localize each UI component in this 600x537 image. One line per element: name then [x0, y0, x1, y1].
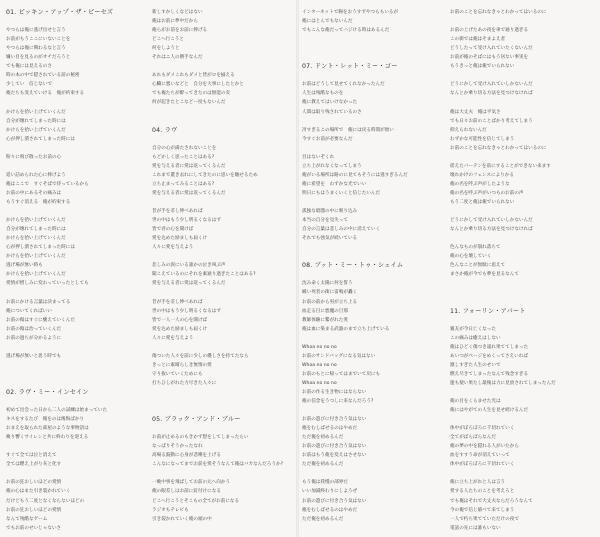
lyric-line: 俺はここで すぐそばで待っているから [6, 181, 89, 187]
lyric-line: でも俺たちが酔ってきたのは無能の炎 [152, 91, 231, 97]
lyric-line: 喚り響くサイレンと共に終わりを迎える [6, 435, 89, 441]
lyric-line [450, 288, 590, 297]
lyric-line [152, 252, 292, 261]
lyric-line: 立ち上がれなくなってしまう [302, 163, 362, 169]
lyric-line: お前にかける言葉は決まってる [6, 299, 71, 305]
lyric-line: 打ちひしがれた力尽きた人々に [152, 380, 217, 386]
lyric-line [152, 135, 292, 144]
lyric-line: もう俺は我慢の部界だ [302, 480, 348, 486]
lyric-line [6, 98, 146, 107]
lyric-line: 皆で君の心を開けば [152, 227, 194, 233]
lyric-line: 高場る鼓動に心身が悲嘆を上げる [152, 453, 221, 459]
lyric-line [152, 117, 292, 126]
lyric-line [450, 98, 590, 107]
lyric-line: 人間は取り残されているのさ [302, 109, 362, 115]
lyric-line: 激しすぎた人生のせいで [450, 362, 501, 368]
lyric-line: 一晩中事を飛ばしてお前の元へ向かう [152, 480, 231, 486]
lyric-line: 少してい 信じないで [6, 82, 52, 88]
lyric-line: 時の本の中で隠されている前の秘密 [6, 73, 80, 79]
lyric-line: 逃げ場が無いと思う時でも [6, 353, 62, 359]
lyric-line: でも俺には見えるのさ [6, 64, 52, 70]
lyric-line: お前の作る生き物にはならない [302, 389, 367, 395]
lyric-line [6, 370, 146, 379]
lyric-line: 聞こえているのにそれを素通り過ぎたことはある? [152, 272, 256, 278]
lyric-line: 俺にはとんでもないんだ [302, 19, 353, 25]
lyric-line: 目はないぞくれ [302, 154, 335, 160]
lyric-line [152, 469, 292, 478]
lyric-line: 愛を込めた励ましも届くけ [152, 326, 208, 332]
lyric-line [302, 35, 442, 44]
lyric-line: 俺の心を壊していく [450, 254, 492, 260]
lyric-line [450, 153, 590, 162]
lyric-line: 昔が手を差し伸べあれば [152, 299, 203, 305]
lyric-line: お前の過ちが分かるように [6, 335, 62, 341]
lyric-line [6, 162, 146, 171]
lyric-line: 俺の眼差しはお前に釘付けになる [152, 489, 221, 495]
lyric-line: 俺の心はまた引き裂かれていく [6, 489, 71, 495]
lyric-line: 電話の先には誰もいない [450, 525, 501, 531]
lyric-line: すぐて全ては泣と消えて [6, 453, 57, 459]
lyric-line [450, 234, 590, 243]
lyric-line: でも日々お前のことばかり考えてしまう [450, 118, 533, 124]
lyric-line: やつらは俺に逃げ出せと言う [6, 28, 66, 34]
lyric-line: 愛する人たちのことを考えろと [450, 489, 515, 495]
lyric-line [6, 361, 146, 370]
lyric-line: 血をすすう命が消えていって [450, 453, 510, 459]
lyric-line: 皆で一人一人の心を開けば [152, 317, 208, 323]
lyric-line: それはニ人の勝手なんだ [152, 55, 203, 61]
lyric-line [302, 144, 442, 153]
lyric-line: もどかしく思ったことはある? [152, 154, 215, 160]
lyric-line: Whoa no no no [302, 362, 337, 368]
lyric-line: わずかな可能性を信じてしまう [450, 136, 515, 142]
lyric-line [152, 397, 292, 406]
lyric-line: 孤独な暗闇の中に吸り込み [302, 209, 358, 215]
lyric-line: 俺はお前に夢中だから [152, 19, 198, 25]
lyric-line: 人生は残酷なものを [302, 91, 344, 97]
lyric-line [450, 415, 590, 424]
lyric-line: 血走る目に悪魔の旦那 [302, 308, 348, 314]
lyric-line: 本当の自分を見失って [302, 218, 348, 224]
lyric-line: 引き裂かれていく俺の頭の中 [152, 516, 212, 522]
lyric-line: やつらは俺に関わるなと言う [6, 46, 66, 52]
lyric-line: 俺に立ち上がれと人は言う [450, 480, 506, 486]
lyric-line: 世の中はもう少し明るくなるはず [152, 308, 221, 314]
lyric-line: かけらを拾い上げていくんだ [6, 254, 66, 260]
lyric-line: 何が起きたとこなどー度もないんだ [152, 100, 226, 106]
lyric-line: こんなになってまでお前を愛そうなんて俺はバカなんだろうか? [152, 462, 284, 468]
lyric-line [302, 117, 442, 126]
lyric-line: 俺の目をくらませた光は [450, 399, 501, 405]
lyric-line: お前のサンドバッグになる気はない [302, 353, 376, 359]
lyric-line [6, 397, 146, 406]
lyric-line: 俺にはやがての人生を見せ続けるんだ [450, 408, 529, 414]
lyric-line [6, 144, 146, 153]
lyric-line: 冴すぎるこの場所で 俺には戻る時間が無い [302, 127, 394, 133]
lyric-line: 愛を込めた励ましも届くけ [152, 236, 208, 242]
lyric-line: なんとか乗り切る方法を見つけなければ [450, 91, 533, 97]
lyric-line: お前のもとに帰ってはまでいて戻にも [302, 371, 381, 377]
lyric-line: 一人で朽ち果てていただけの夜で [450, 516, 519, 522]
lyric-line [152, 424, 292, 433]
lyric-line: あれもダメこれもダメと皆がロを揃える [152, 73, 235, 79]
lyric-line: 立ち止まってみることはある? [152, 181, 215, 187]
lyric-line: 親友が今日亡くなった [450, 326, 496, 332]
lyric-line: ただ俺を初めるんだ [302, 516, 344, 522]
lyric-line [152, 62, 292, 71]
lyric-line: ラジオもテレビも [152, 507, 189, 513]
lyric-line: お前の狂おしいほどの愛情 [6, 480, 62, 486]
lyric-line: 傷ついた人々を前に少しの優しさを持てたなら [152, 353, 249, 359]
lyric-line [302, 53, 442, 62]
lyric-line: お前はどうして見せてくれなかったんだ [302, 82, 385, 88]
lyric-line: 心臓に悪いなどと 自分を大事にしたとかと [152, 82, 244, 88]
lyric-line: どこへ行こうとそこもの全てがお前になる [152, 498, 240, 504]
lyric-line [450, 316, 590, 325]
lyric-line: 守り抜いていくためにも [152, 371, 203, 377]
lyric-line: 体中がぼろぼろに千切れていく [450, 426, 515, 432]
lyric-line [302, 469, 442, 478]
lyric-line: 俺たちも変えていける 俺が約束する [6, 91, 85, 97]
lyric-line: かけらを拾い上げていくんだ [6, 218, 66, 224]
lyric-line: お前の中にあるその痛みは [6, 190, 62, 196]
lyric-line: 揺えたバーテンを前にすることができない来ます [450, 163, 551, 169]
lyric-line: もうきっと俺は俺でいられない [450, 64, 515, 70]
song-title: 11. フォーリン・アパート [450, 307, 526, 315]
lyric-line: 織い死者の街に雷鳴が轟く [302, 290, 358, 296]
lyric-line: 俺らがお前をお前に捧げる [152, 28, 208, 34]
lyric-line: 沈み命く太陽に何を誓う [302, 281, 353, 287]
lyric-line: いい加減終わりにしようぜ [302, 489, 358, 495]
lyric-line [302, 44, 442, 53]
lyric-line [6, 207, 146, 216]
lyric-line [450, 207, 590, 216]
lyric-line: Whoa no no no [302, 344, 337, 350]
lyric-line: なっぱりそうかったなれ [152, 444, 203, 450]
lyric-line: 俺がいる場所は路のに見てもそうには逃すぎるんだ [302, 172, 408, 178]
lyric-line [302, 270, 442, 279]
lyric-line [6, 17, 146, 26]
lyric-line: お前のことを忘れなきゃとわかってはいるのに [450, 145, 547, 151]
lyric-line: 心が押し潰されてしまった時には [6, 136, 75, 142]
lyric-line [302, 71, 442, 80]
lyrics-column-2 [152, 8, 292, 524]
lyric-line: 愛を与える者に愛は返ってくるんだ [152, 163, 226, 169]
lyric-line: 俺をむしばせるのはやめだ [302, 426, 358, 432]
lyric-line [450, 469, 590, 478]
lyric-line: お前の遊びに付き合う気はない [302, 444, 367, 450]
lyric-line: 全ては燃え上がり灰と化す [6, 462, 62, 468]
lyric-line: もうすぐ消える 俺が約束する [6, 199, 71, 205]
lyric-line: 愛を与える者に愛は返ってくるんだ [152, 190, 226, 196]
lyric-line: 何をしようと [152, 46, 180, 52]
lyric-line: これまで叢き去れにしてきたのに思いを馳せるため [152, 172, 258, 178]
lyric-line: 自分が壊れてしまった時には [6, 227, 66, 233]
lyric-line [6, 288, 146, 297]
lyric-line [302, 334, 442, 343]
lyric-line: この痛みは癒えはしない [450, 335, 501, 341]
song-title: 05. ブラック・アンド・ブルー [152, 416, 241, 424]
lyric-line: 自分の言葉は悲しみの中に消えていく [302, 227, 381, 233]
lyric-line: 俺は血に染まる武器のまで立ち上げている [302, 326, 390, 332]
lyric-line: 粉々に飛び散ったお前の心 [6, 154, 62, 160]
lyric-line: お前の傷はすぐに癒えていくんだ [6, 317, 75, 323]
lyric-line: 色んなものが崩れ落ちて [450, 245, 501, 251]
lyric-line: 俺の夢の中を隠れる人がいたから [450, 444, 519, 450]
lyric-line: お前の遊びに付き合う気はない [302, 498, 367, 504]
lyric-line: インターネットで胸をおうすずやつらもいるが [302, 10, 399, 15]
lyric-line [450, 388, 590, 397]
lyric-line [302, 252, 442, 261]
lyric-line: 追い詰められた心に捧げよう [6, 172, 66, 178]
lyric-line: 嫌い目を見るのがオチだろうと [6, 55, 71, 61]
lyric-line [6, 469, 146, 478]
lyric-line: でも俺はそれで大丈夫ならだろうなんて [450, 498, 533, 504]
song-title: 01. ピッキン・アップ・ザ・ピーセズ [6, 9, 114, 16]
lyric-line: 自分が壊れてしまった時には [6, 118, 66, 124]
lyric-line: お前の上げたあの夜を車で通り過ぎる [450, 28, 529, 34]
lyric-line: お前の狂おしいほどの愛情 [6, 507, 62, 513]
lyric-line: お前はもう俺を変えはさせない [302, 453, 367, 459]
lyric-line: どこへ行こうと [152, 37, 184, 43]
lyric-line: 俺の信念をうつしに来なんだろう? [302, 399, 374, 405]
lyric-line: 俺の名を呼ぶ声がしたような [450, 181, 510, 187]
song-title: 07. ドント・レット・ミー・ゴー [302, 63, 398, 71]
lyric-line: かけらを拾い上げていくんだ [6, 109, 66, 115]
lyric-line: 世の中はもう少し明るくなるはず [152, 218, 221, 224]
lyric-line: 全てがばらばらなんだ [450, 435, 496, 441]
lyrics-column-3 [302, 8, 442, 524]
lyric-line [450, 17, 590, 26]
lyric-line: 抑えられないんだ [450, 127, 487, 133]
lyric-line [450, 279, 590, 288]
lyric-line: 愛を与える者に愛は返ってくるんだ [152, 281, 226, 287]
lyric-line: お前の前から男が立ち上る [302, 299, 358, 305]
lyric-line: お前の遊びに付き合う気はない [302, 417, 367, 423]
lyric-line: おまえを取られた部屋のような事物語は [6, 426, 89, 432]
lyric-line: 教師体験に繋がれた愛 [302, 317, 348, 323]
lyric-line [302, 198, 442, 207]
lyric-line: 人々に愛を与えよう [152, 335, 194, 341]
song-title: 04. ラヴ [152, 126, 178, 134]
lyric-line: 悲しみの涙にいる誰かの泣き叫ぶ声 [152, 263, 226, 269]
lyric-line: 俺をむしばせるのはやめだ [302, 507, 358, 513]
lyric-line: なんとか乗り切る方法を見つけなければ [450, 227, 533, 233]
lyric-line: まさか俺が今でも夢を見るなんて [450, 272, 519, 278]
lyric-line [152, 198, 292, 207]
lyric-line: 昔が手を差し伸べあれば [152, 209, 203, 215]
lyric-line: だけどもう二度となくならないほどの [6, 498, 85, 504]
song-title: 08. ブット・ミー・トゥ・シェイム [302, 262, 404, 270]
lyric-line [152, 343, 292, 352]
lyric-line: どうにかして受け入れていしかないんだ [450, 82, 533, 88]
lyric-line: 初めて出会った日から二人の試練は始まっていた [6, 408, 108, 414]
lyric-line: この街では俺はそまよえ者 [450, 37, 506, 43]
lyric-line: ただ俺を初めるんだ [302, 435, 344, 441]
lyric-line: お前が俺のそばにはもう居ない事実を [450, 55, 529, 61]
lyric-line [302, 243, 442, 252]
lyric-line [152, 406, 292, 415]
lyric-line: 自分の心が満たされないことを [152, 145, 217, 151]
lyric-line: それでも強気が続いている [302, 236, 358, 242]
lyric-line: お前のことを忘れなきゃとわかってはいるのに [450, 10, 547, 15]
lyric-line: 燃え尽きてしまったなんて残念すぎる [450, 371, 529, 377]
lyric-line: 俺の名を呼ぶ声がいつものお前の声 [450, 190, 524, 196]
lyric-line: 壊れかけのフェンスによりかる [450, 172, 514, 178]
lyric-line [450, 298, 590, 307]
lyric-line: 逃げ場が無い時も [6, 263, 43, 269]
lyric-line: あいつがページをめくってさえいれば [450, 353, 528, 359]
lyric-line: Whoa no no no [302, 380, 337, 386]
lyric-line: お前が止めるのもきかず想をしてしまったらい [152, 435, 249, 441]
lyric-line: 俺はひどく傷つき遠れ果ててしまった [450, 344, 529, 350]
lyric-line: どうしたって受け入れていたくないんだ [450, 46, 533, 52]
lyric-line: でもこんな俺だってハジける時はあるんだ [302, 28, 390, 34]
lyric-line: 今の俺で信じ値べて来てしまう [450, 507, 515, 513]
lyric-line [152, 388, 292, 397]
lyric-line [6, 442, 146, 451]
lyric-line: きっとに素晴らしき無情の愛 [152, 362, 212, 368]
song-title: 02. ラヴ・ミー・インセイン [6, 388, 89, 396]
lyric-line: 愛情が憎しみに変わっていったとしても [6, 281, 89, 287]
lyric-line: かけらを拾い上げていくんだ [6, 272, 66, 278]
lyric-line: なんて残酷なゲーム [6, 516, 48, 522]
lyric-line [152, 108, 292, 117]
lyric-line: 俺に教えてはいけなかった [302, 100, 358, 106]
lyric-line: キスをするたび 俺をのは後悔ばかり [6, 417, 85, 423]
lyric-line: かけらを拾い上げていくんだ [6, 236, 66, 242]
lyric-line: ただ俺を初めるんだ [302, 462, 344, 468]
lyric-line: 心が押し潰されてしまった時には [6, 245, 75, 251]
lyrics-column-1 [6, 8, 146, 533]
lyric-line: 体中がぼろぼろに千切れていく [450, 462, 515, 468]
lyric-line [152, 288, 292, 297]
lyric-line: 今すぐお前が必要なんだ [302, 136, 353, 142]
lyric-line: お前がもうここにいないことを [6, 37, 71, 43]
lyric-line: 俺についてくればいい [6, 308, 52, 314]
lyric-line: どうにかして受け入れていしかないんだ [450, 218, 533, 224]
lyric-line: でもお前のせいじゃないさ [6, 525, 62, 531]
lyric-line: 人々に愛を与えよう [152, 245, 194, 251]
lyric-line [6, 379, 146, 388]
lyric-line: 色んなことが無駄に思えて [450, 263, 506, 269]
lyric-line: 新しすかしくなどはない [152, 10, 203, 15]
lyrics-column-4 [450, 8, 590, 533]
lyric-line: もう二度と俺は俺でいられない [450, 199, 515, 205]
lyric-line: お前の傷は治っていくんだ [6, 326, 62, 332]
booklet-fold [296, 0, 299, 537]
lyric-line [6, 343, 146, 352]
lyric-line: 俺に希望を わずかな光でいい [302, 181, 367, 187]
lyric-line [302, 406, 442, 415]
lyric-line [450, 71, 590, 80]
lyric-line: 運も使い果たし最後は力に見放されてしまったんだ [450, 380, 556, 386]
lyric-line: 俺は大丈夫 俺は平気さ [450, 109, 501, 115]
lyric-line: 明日にもはうまくいくと信じたいんだ [302, 190, 381, 196]
lyric-line: かけらを拾い上げていくんだ [6, 127, 66, 133]
